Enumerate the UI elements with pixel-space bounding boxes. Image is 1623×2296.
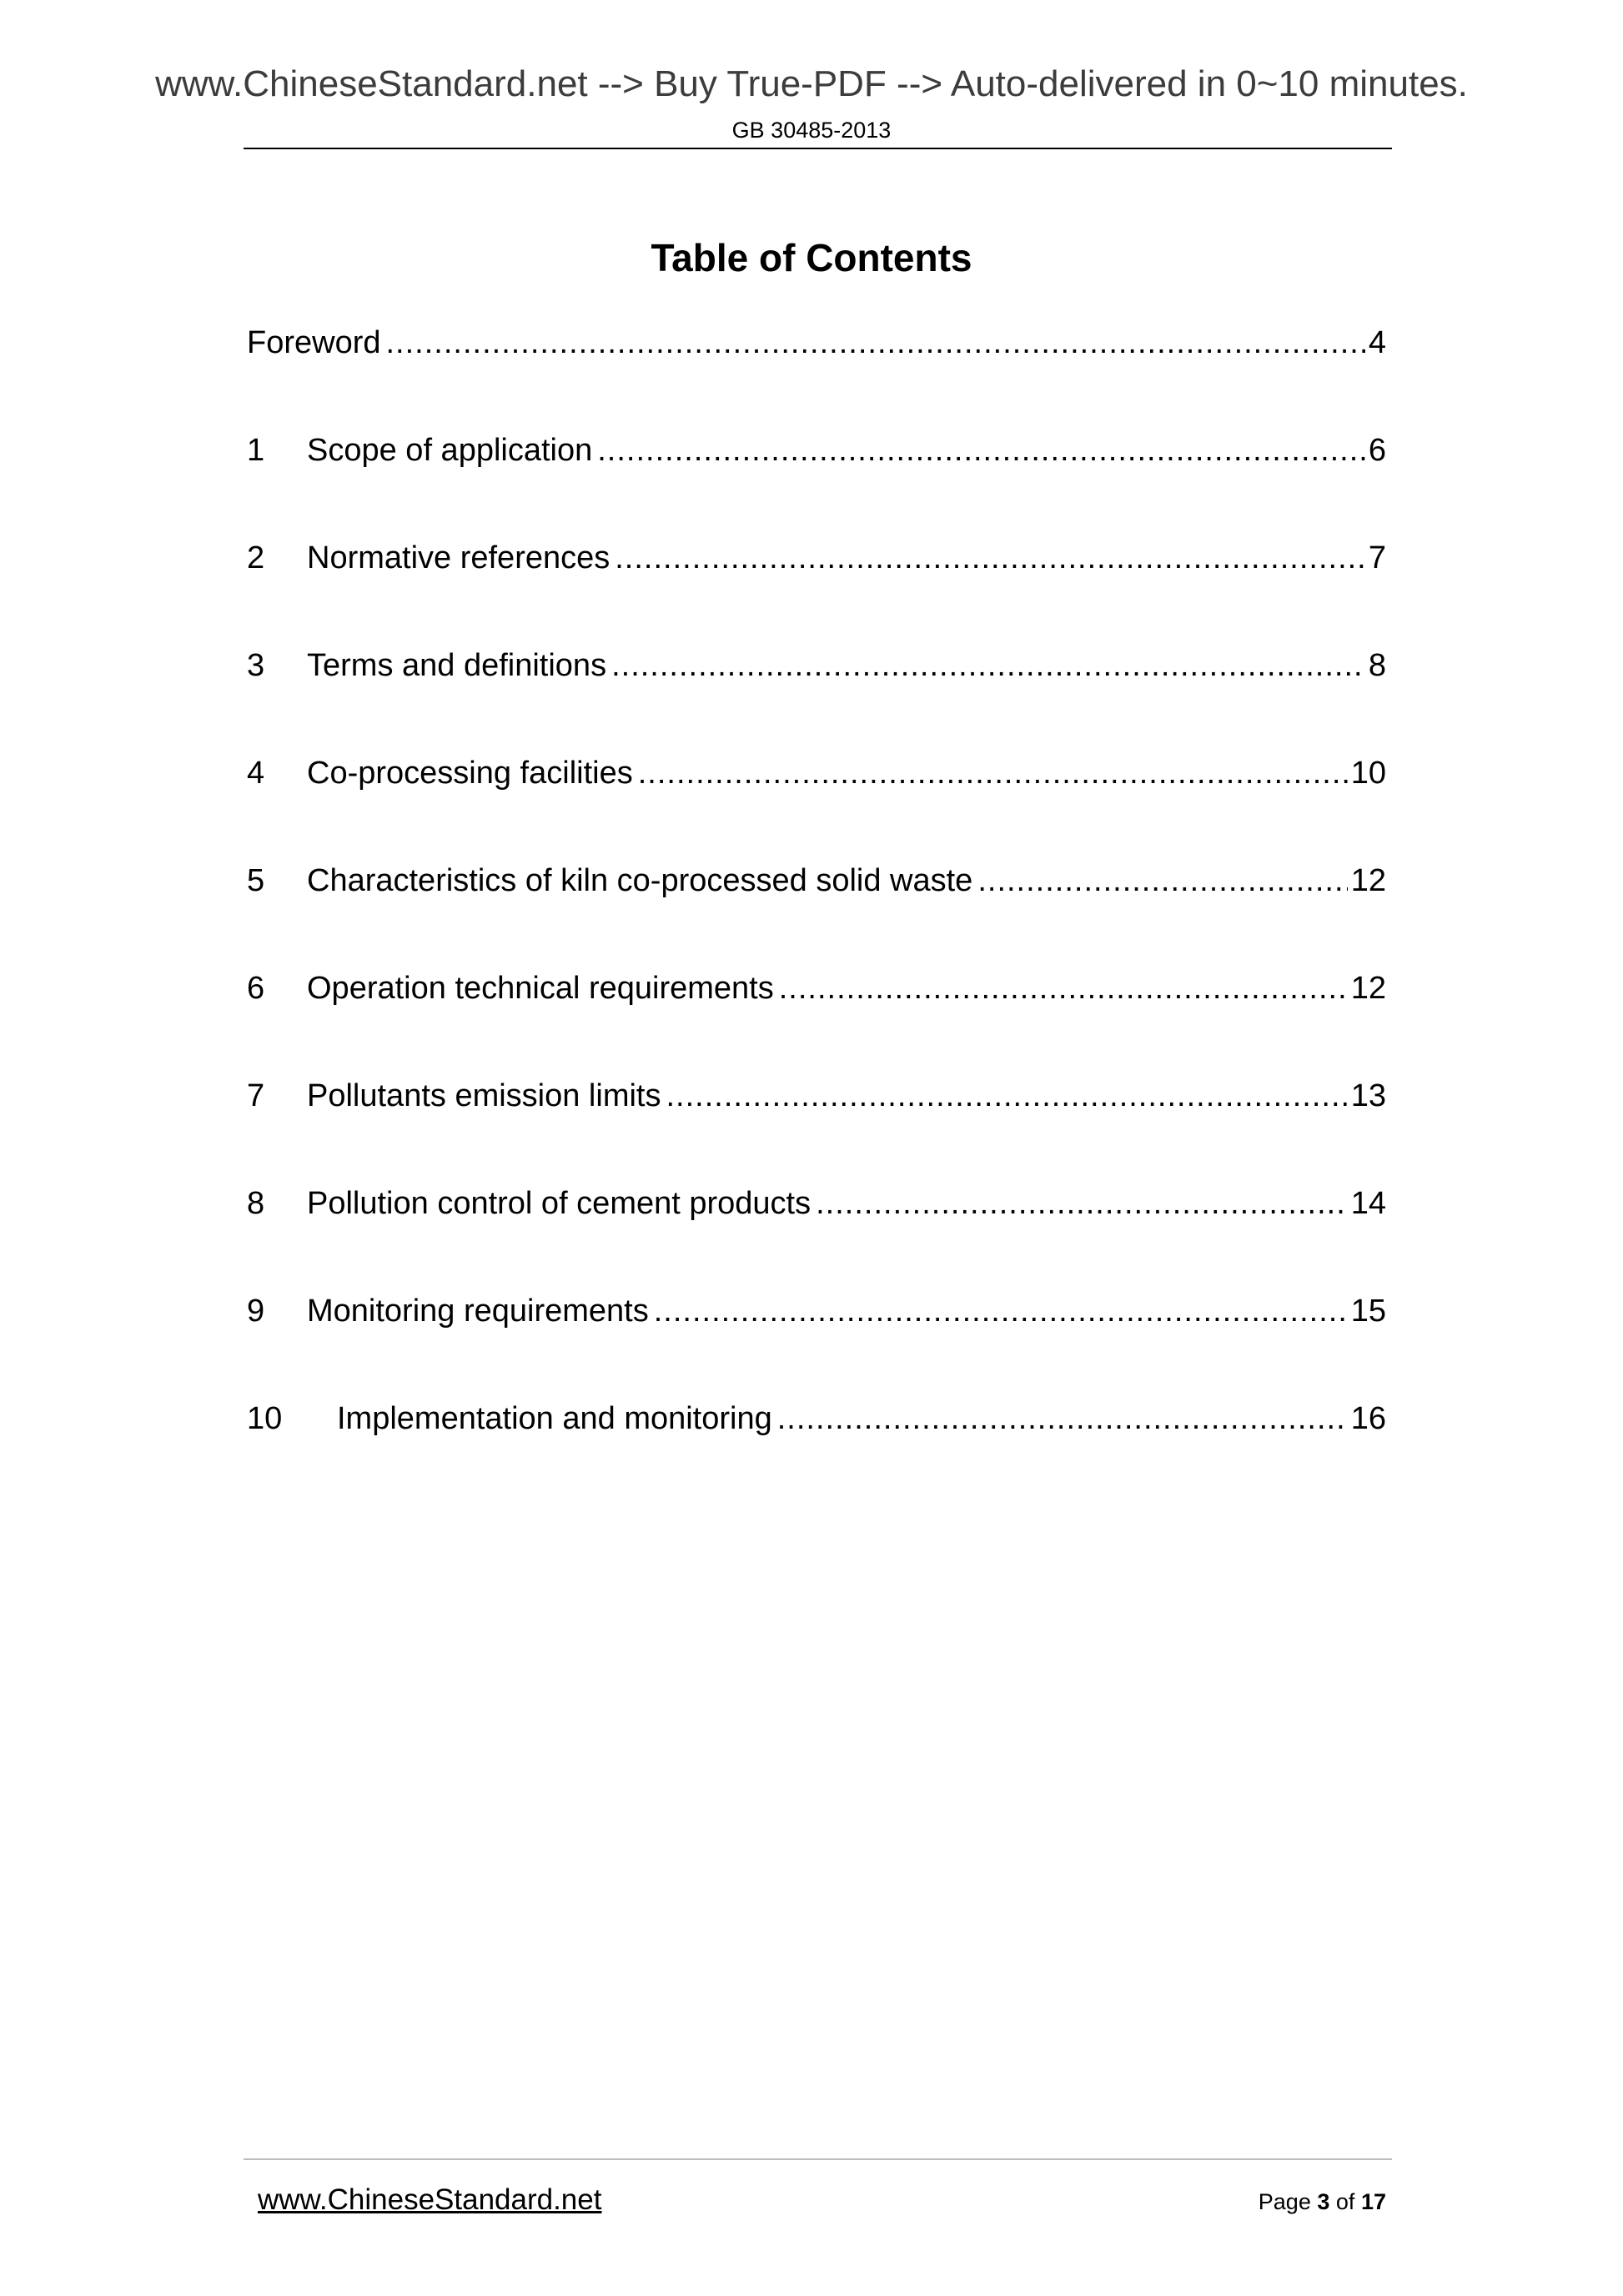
page-title: Table of Contents (651, 236, 972, 279)
toc-entry-page: 7 (1368, 540, 1386, 575)
toc-entry-7[interactable] (247, 1078, 1386, 1128)
toc-entry-page: 4 (1368, 325, 1386, 360)
dot-leader (654, 1294, 1348, 1329)
toc-entry-number: 3 (247, 648, 265, 683)
toc-entry-page: 8 (1368, 648, 1386, 683)
toc-entry-number: 9 (247, 1294, 265, 1329)
footer-link[interactable]: www.ChineseStandard.net (258, 2183, 602, 2216)
toc-entry-page: 13 (1350, 1078, 1386, 1113)
toc-entry-8[interactable] (247, 1186, 1386, 1236)
dot-leader (779, 971, 1348, 1007)
toc-entry-label: Scope of application (307, 433, 593, 468)
header-divider (244, 148, 1392, 149)
document-code: GB 30485-2013 (731, 118, 892, 143)
toc-entry-label: Terms and definitions (307, 648, 607, 683)
site-banner: www.ChineseStandard.net --> Buy True-PDF --> Auto-delivered in 0~10 minutes. (155, 63, 1468, 104)
toc-entry-number: 2 (247, 540, 265, 575)
page-number (1259, 2189, 1386, 2215)
toc-entry-number: 5 (247, 863, 265, 898)
dot-leader (977, 863, 1347, 899)
toc-entry-number: 6 (247, 971, 265, 1006)
toc-entry-label: Implementation and monitoring (337, 1401, 772, 1436)
toc-entry-page: 12 (1350, 863, 1386, 898)
dot-leader (816, 1186, 1348, 1222)
toc-entry-foreword[interactable] (247, 325, 1386, 375)
footer-divider (244, 2158, 1392, 2160)
toc-entry-page: 12 (1350, 971, 1386, 1006)
toc-entry-4[interactable] (247, 756, 1386, 806)
toc-entry-number: 1 (247, 433, 265, 468)
page-current: 3 (1317, 2189, 1330, 2214)
dot-leader (666, 1078, 1347, 1114)
toc-entry-page: 16 (1350, 1401, 1386, 1436)
toc-entry-label: Pollution control of cement products (307, 1186, 812, 1221)
page-prefix: Page (1258, 2189, 1311, 2214)
dot-leader (638, 756, 1348, 791)
toc-entry-5[interactable] (247, 863, 1386, 913)
toc-entry-label: Characteristics of kiln co-processed solid waste (307, 863, 973, 898)
page-total: 17 (1360, 2189, 1386, 2214)
dot-leader (615, 540, 1365, 576)
toc-entry-page: 6 (1368, 433, 1386, 468)
toc-entry-10[interactable] (247, 1401, 1386, 1451)
toc-entry-9[interactable] (247, 1294, 1386, 1344)
dot-leader (597, 433, 1365, 469)
toc-entry-number: 8 (247, 1186, 265, 1221)
toc-entry-3[interactable] (247, 648, 1386, 698)
toc-entry-page: 15 (1350, 1294, 1386, 1329)
toc-entry-number: 10 (247, 1401, 283, 1436)
page-of: of (1335, 2189, 1355, 2214)
dot-leader (611, 648, 1365, 684)
toc-entry-6[interactable] (247, 971, 1386, 1021)
dot-leader (386, 325, 1365, 361)
toc-entry-number: 7 (247, 1078, 265, 1113)
toc-entry-label: Monitoring requirements (307, 1294, 649, 1329)
dot-leader (777, 1401, 1348, 1437)
toc-entry-2[interactable] (247, 540, 1386, 590)
toc-entry-label: Co-processing facilities (307, 756, 633, 791)
toc-entry-label: Pollutants emission limits (307, 1078, 661, 1113)
toc-entry-1[interactable] (247, 433, 1386, 483)
toc-entry-label: Operation technical requirements (307, 971, 774, 1006)
toc-entry-label: Foreword (247, 325, 381, 360)
toc-entry-number: 4 (247, 756, 265, 791)
toc-entry-label: Normative references (307, 540, 611, 575)
toc-entry-page: 10 (1350, 756, 1386, 791)
toc-entry-page: 14 (1350, 1186, 1386, 1221)
